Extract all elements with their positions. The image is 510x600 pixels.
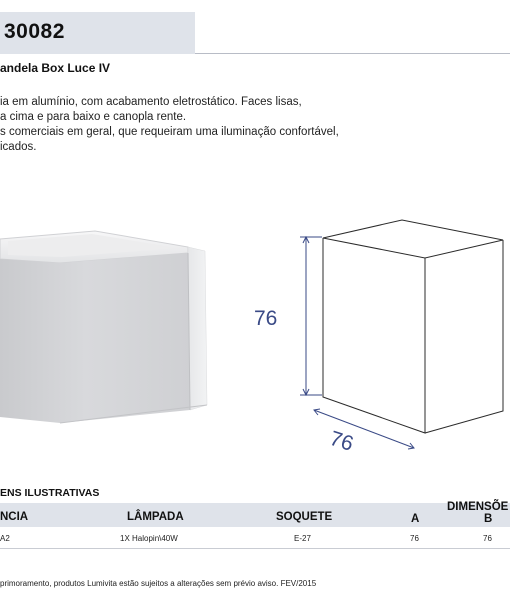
dimension-depth-label: 76 (326, 426, 357, 456)
header-dimensions: DIMENSÕE (447, 501, 509, 513)
row-reference: A2 (0, 534, 10, 543)
technical-drawing (250, 215, 510, 460)
drawing-front-right (425, 240, 503, 433)
illustrative-images-note: ENS ILUSTRATIVAS (0, 487, 100, 499)
drawing-top-face (323, 220, 503, 258)
header-socket: SOQUETE (276, 511, 333, 523)
description-line: s comerciais em geral, que requeiram uma iluminação confortável, (0, 126, 339, 138)
row-lamp: 1X Halopin\40W (120, 534, 178, 543)
drawing-front-left (323, 238, 425, 433)
description-line: ia em alumínio, com acabamento eletrostático. Faces lisas, (0, 96, 302, 108)
product-name: andela Box Luce IV (0, 61, 111, 75)
footer-disclaimer: primoramento, produtos Lumivita estão sujeitos a alterações sem prévio aviso. FEV/2015 (0, 579, 317, 588)
table-row-divider (0, 548, 510, 549)
product-photo (0, 225, 215, 450)
product-code: 30082 (4, 20, 65, 43)
product-description (0, 95, 510, 155)
header-lamp: LÂMPADA (127, 511, 184, 523)
photo-front-face (0, 253, 190, 423)
row-dim-a: 76 (410, 534, 419, 543)
description-line: icados. (0, 141, 37, 153)
row-dim-b: 76 (483, 534, 492, 543)
description-line: a cima e para baixo e canopla rente. (0, 111, 187, 123)
row-socket: E-27 (294, 534, 311, 543)
spec-table-header (0, 503, 510, 527)
dimension-height-label: 76 (254, 307, 278, 330)
header-divider (195, 53, 510, 54)
header-dim-b: B (484, 513, 493, 525)
photo-side-face (188, 247, 207, 410)
header-dim-a: A (411, 513, 420, 525)
header-reference: NCIA (0, 511, 29, 523)
